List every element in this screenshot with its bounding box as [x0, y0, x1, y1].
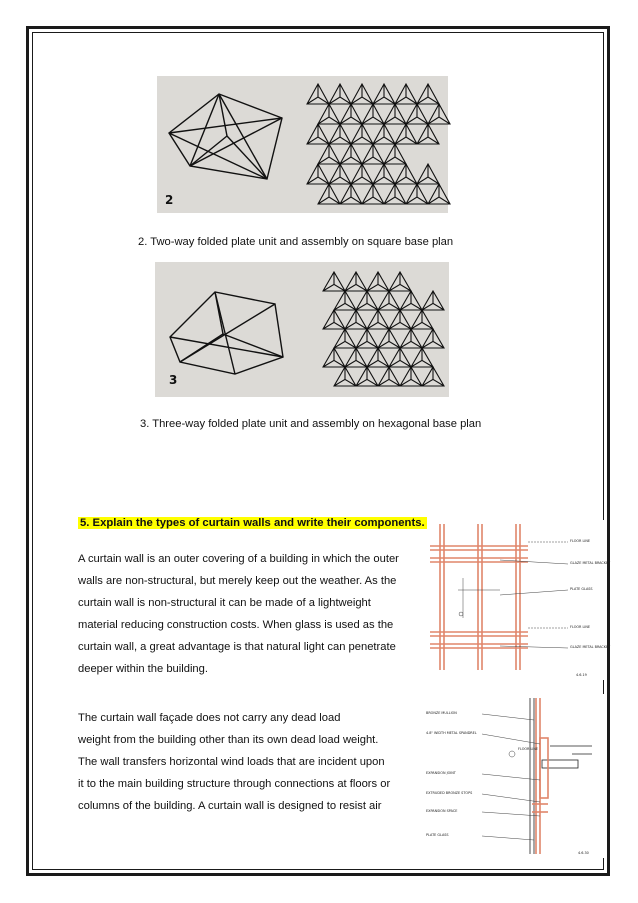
- lattice-cell: [362, 184, 384, 204]
- label: EXTRUDED BRONZE STOPS: [426, 791, 473, 795]
- lattice-cell: [378, 367, 400, 386]
- lattice-cell: [345, 272, 367, 291]
- lattice-cell: [406, 104, 428, 124]
- lattice-cell: [334, 329, 356, 348]
- lattice-cell: [340, 104, 362, 124]
- label: BRONZE MULLION: [426, 711, 457, 715]
- text-line: The wall transfers horizontal wind loads that are incident upon: [78, 756, 385, 768]
- lattice-cell: [411, 348, 433, 367]
- lattice-cell: [395, 124, 417, 144]
- lattice-cell: [389, 272, 411, 291]
- lattice-cell: [329, 164, 351, 184]
- text-line: deeper within the building.: [78, 663, 208, 675]
- paragraph-curtain-wall-loads: [78, 707, 418, 817]
- figure-2-caption: 2. Two-way folded plate unit and assembly on square base plan: [138, 236, 454, 248]
- lattice-cell: [389, 348, 411, 367]
- lattice-cell: [356, 367, 378, 386]
- lattice-cell: [318, 144, 340, 164]
- lattice-cell: [307, 84, 329, 104]
- lattice-cell: [340, 144, 362, 164]
- label: EXPANSION SPACE: [426, 809, 458, 813]
- lattice-cell: [307, 124, 329, 144]
- figure-number: 4.6.30: [578, 851, 589, 855]
- text-line: curtain wall is non-structural it can be made of a lightweight: [78, 597, 371, 609]
- lattice-cell: [384, 184, 406, 204]
- label: 4.8" WIDTH METAL SPANDREL: [426, 731, 477, 735]
- lattice-cell: [384, 144, 406, 164]
- label: FLOOR LINE: [570, 625, 591, 629]
- lattice-cell: [356, 291, 378, 310]
- text-line: walls are non-structural, but merely keep out the weather. As the: [78, 575, 397, 587]
- text-line: A curtain wall is an outer covering of a building in which the outer: [78, 553, 399, 565]
- figure-number-3: 3: [169, 373, 178, 387]
- lattice-cell: [400, 367, 422, 386]
- question-heading: 5. Explain the types of curtain walls and write their components.: [80, 517, 425, 529]
- lattice-cell: [411, 310, 433, 329]
- lattice-cell: [378, 291, 400, 310]
- text-line: it to the main building structure through connections at floors or: [78, 778, 391, 790]
- lattice-cell: [307, 164, 329, 184]
- lattice-cell: [323, 272, 345, 291]
- lattice-cell: [329, 84, 351, 104]
- label: EXPANSION JOINT: [426, 771, 456, 775]
- lattice-cell: [351, 84, 373, 104]
- figure-3-caption: 3. Three-way folded plate unit and assembly on hexagonal base plan: [140, 418, 482, 430]
- lattice-cell: [395, 164, 417, 184]
- figure-number-2: 2: [165, 193, 174, 207]
- lattice-cell: [356, 329, 378, 348]
- lattice-cell: [428, 184, 450, 204]
- lattice-cell: [340, 184, 362, 204]
- lattice-cell: [351, 164, 373, 184]
- curtain-wall-elevation-drawing: [428, 520, 611, 680]
- lattice-cell: [367, 310, 389, 329]
- lattice-cell: [428, 104, 450, 124]
- figure-two-way-folded-plate: [157, 76, 448, 213]
- lattice-cell: [400, 329, 422, 348]
- lattice-cell: [422, 367, 444, 386]
- lattice-cell: [318, 184, 340, 204]
- paragraph-curtain-wall-definition: [78, 548, 418, 680]
- lattice-cell: [334, 367, 356, 386]
- text-line: material reducing construction costs. When glass is used as the: [78, 619, 394, 631]
- lattice-cell: [334, 291, 356, 310]
- lattice-cell: [422, 291, 444, 310]
- label: GLAZE METAL BRACKET: [570, 561, 611, 565]
- lattice-cell: [373, 124, 395, 144]
- lattice-cell: [417, 84, 439, 104]
- lattice-cell: [422, 329, 444, 348]
- lattice-cell: [417, 164, 439, 184]
- label: FLOOR LINE: [570, 539, 591, 543]
- lattice-cell: [362, 144, 384, 164]
- text-line: columns of the building. A curtain wall is designed to resist air: [78, 800, 382, 812]
- lattice-cell: [351, 124, 373, 144]
- figure-number: 4.6.19: [576, 673, 587, 677]
- lattice-cell: [378, 329, 400, 348]
- lattice-cell: [323, 348, 345, 367]
- lattice-cell: [373, 84, 395, 104]
- lattice-cell: [318, 104, 340, 124]
- label: PLATE GLASS: [426, 833, 449, 837]
- lattice-cell: [345, 348, 367, 367]
- lattice-cell: [384, 104, 406, 124]
- lattice-cell: [345, 310, 367, 329]
- lattice-cell: [367, 348, 389, 367]
- lattice-cell: [329, 124, 351, 144]
- lattice-cell: [417, 124, 439, 144]
- label: PLATE GLASS: [570, 587, 593, 591]
- label: GLAZE METAL BRACKET: [570, 645, 611, 649]
- text-line: The curtain wall façade does not carry any dead load: [78, 712, 341, 724]
- lattice-cell: [373, 164, 395, 184]
- lattice-cell: [400, 291, 422, 310]
- lattice-cell: [367, 272, 389, 291]
- curtain-wall-section-drawing: [422, 694, 604, 858]
- label: FLOOR LINE: [518, 747, 539, 751]
- lattice-cell: [389, 310, 411, 329]
- lattice-cell: [406, 184, 428, 204]
- figure-three-way-folded-plate: [155, 262, 449, 397]
- lattice-cell: [323, 310, 345, 329]
- lattice-cell: [395, 84, 417, 104]
- text-line: weight from the building other than its own dead load weight.: [78, 734, 379, 746]
- lattice-cell: [362, 104, 384, 124]
- text-line: curtain wall, a great advantage is that natural light can penetrate: [78, 641, 396, 653]
